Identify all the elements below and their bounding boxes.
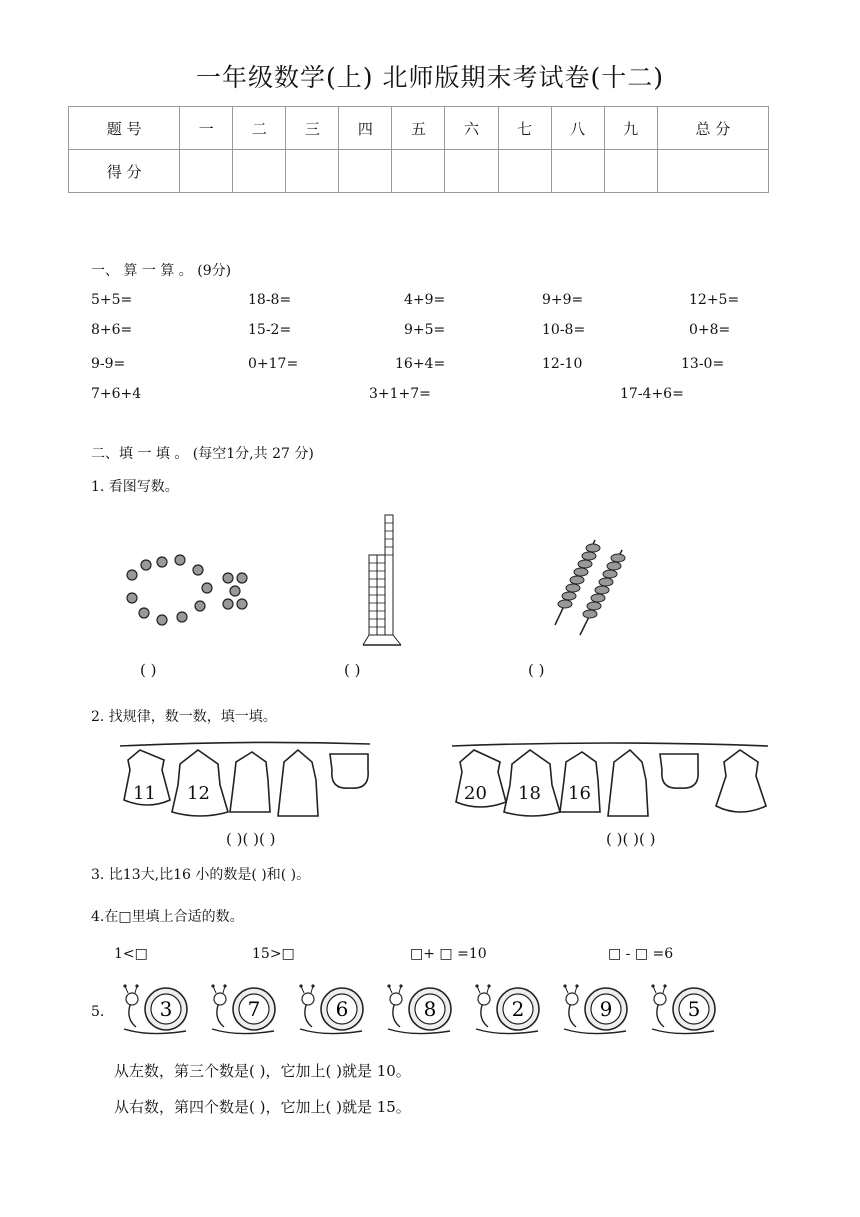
problem: 4+9= [404, 292, 446, 308]
pattern-blanks[interactable]: ( )( )( ) [226, 830, 276, 848]
pattern-blanks[interactable]: ( )( )( ) [606, 830, 656, 848]
score-cell[interactable] [286, 150, 339, 193]
score-cell[interactable] [339, 150, 392, 193]
clothes-number: 16 [568, 783, 591, 804]
score-cell[interactable] [551, 150, 604, 193]
snail-illustration [296, 985, 370, 1037]
snail-number: 5 [687, 997, 701, 1021]
q5-line2: 从右数，第四个数是( )，它加上( )就是 15。 [114, 1098, 411, 1116]
problem: 9-9= [91, 356, 126, 372]
q2-label: 2. 找规律，数一数，填一填。 [91, 709, 277, 725]
score-cell[interactable] [233, 150, 286, 193]
table-cell: 五 [392, 107, 445, 150]
snail-illustration [120, 985, 194, 1037]
score-table-score-row [69, 150, 769, 193]
table-cell: 题 号 [69, 107, 180, 150]
clothes-number: 18 [518, 783, 541, 804]
snail-illustration [208, 985, 282, 1037]
table-cell: 六 [445, 107, 498, 150]
q4-item[interactable]: □+ □ =10 [410, 946, 487, 962]
problem: 12-10 [542, 356, 583, 372]
clothesline-right-illustration [450, 740, 770, 822]
snail-illustration [560, 985, 634, 1037]
snail-number: 2 [511, 997, 525, 1021]
snail-illustration [472, 985, 546, 1037]
table-cell: 七 [498, 107, 551, 150]
problem: 3+1+7= [369, 386, 431, 402]
problem: 9+5= [404, 322, 446, 338]
q5-label: 5. [91, 1004, 105, 1020]
q3-text: 3. 比13大,比16 小的数是( )和( )。 [91, 867, 311, 883]
counting-cubes-illustration [355, 515, 415, 645]
problem: 8+6= [91, 322, 133, 338]
clothes-number: 12 [187, 783, 210, 804]
table-cell: 四 [339, 107, 392, 150]
table-cell: 九 [604, 107, 657, 150]
q1-label: 1. 看图写数。 [91, 479, 179, 495]
score-cell[interactable] [657, 150, 768, 193]
clothes-number: 20 [464, 783, 487, 804]
table-cell: 三 [286, 107, 339, 150]
snail-number: 9 [599, 997, 613, 1021]
table-cell: 八 [551, 107, 604, 150]
q4-label: 4.在□里填上合适的数。 [91, 909, 244, 925]
score-cell[interactable] [392, 150, 445, 193]
problem: 10-8= [542, 322, 586, 338]
snail-number: 7 [247, 997, 261, 1021]
q4-item[interactable]: 1<□ [114, 946, 148, 962]
problem: 13-0= [681, 356, 725, 372]
table-cell: 一 [180, 107, 233, 150]
snail-number: 8 [423, 997, 437, 1021]
q4-item[interactable]: 15>□ [252, 946, 295, 962]
snail-number: 3 [159, 997, 173, 1021]
clothesline-left-illustration [118, 740, 373, 822]
score-table-header-row [69, 107, 769, 150]
table-cell: 二 [233, 107, 286, 150]
problem: 18-8= [248, 292, 292, 308]
score-cell[interactable] [180, 150, 233, 193]
page-title: 一年级数学(上) 北师版期末考试卷(十二) [196, 63, 664, 92]
score-cell[interactable] [604, 150, 657, 193]
snail-illustration [384, 985, 458, 1037]
score-table [68, 106, 769, 193]
bead-ring-illustration [120, 560, 270, 635]
section2-heading: 二、填 一 填 。 (每空1分,共 27 分) [91, 446, 314, 462]
q4-item[interactable]: □ - □ =6 [608, 946, 674, 962]
snail-number: 6 [335, 997, 349, 1021]
problem: 17-4+6= [620, 386, 684, 402]
score-cell[interactable] [445, 150, 498, 193]
answer-blank[interactable]: ( ) [140, 661, 157, 679]
bead-strings-illustration [550, 540, 640, 640]
problem: 12+5= [689, 292, 740, 308]
problem: 9+9= [542, 292, 584, 308]
problem: 5+5= [91, 292, 133, 308]
clothes-number: 11 [133, 783, 156, 804]
table-cell: 得 分 [69, 150, 180, 193]
section1-heading: 一、 算 一 算 。 (9分) [91, 263, 232, 279]
problem: 16+4= [395, 356, 446, 372]
problem: 0+8= [689, 322, 731, 338]
table-cell: 总 分 [657, 107, 768, 150]
answer-blank[interactable]: ( ) [528, 661, 545, 679]
q5-line1: 从左数，第三个数是( )，它加上( )就是 10。 [114, 1062, 411, 1080]
snail-illustration [648, 985, 722, 1037]
problem: 7+6+4 [91, 386, 142, 402]
score-cell[interactable] [498, 150, 551, 193]
problem: 15-2= [248, 322, 292, 338]
problem: 0+17= [248, 356, 299, 372]
answer-blank[interactable]: ( ) [344, 661, 361, 679]
